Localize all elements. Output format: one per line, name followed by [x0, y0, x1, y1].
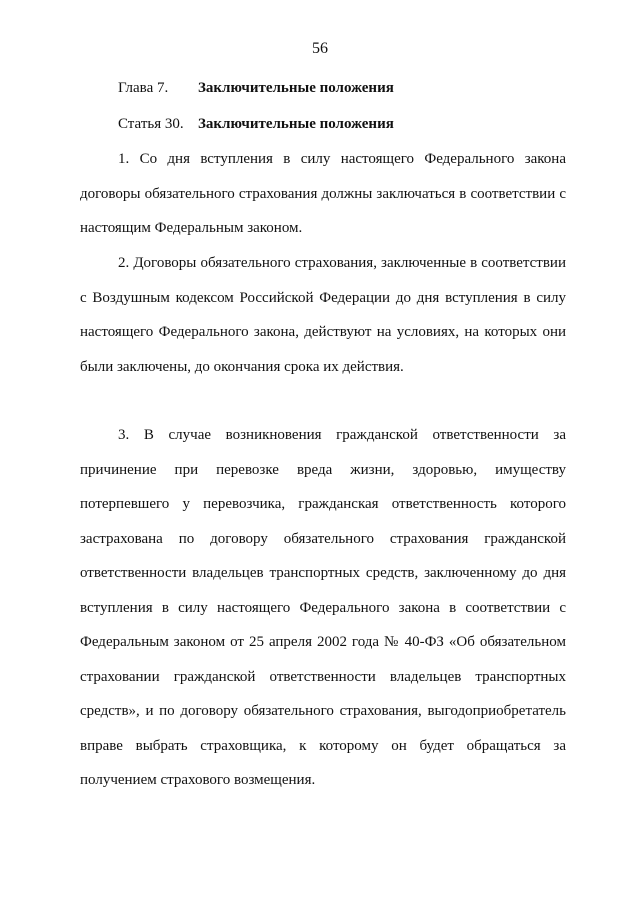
- paragraph-2: 2. Договоры обязательного страхования, заключенные в соответствии с Воздушным кодексом Российской Федерации до дня вступления в силу настоящего Федерального закона, действуют на условиях, на которых они были заключены, до окончания срока их действия.: [80, 255, 566, 375]
- chapter-label: Глава 7.: [118, 80, 169, 96]
- article-label: Статья 30.: [118, 116, 184, 132]
- chapter-heading: [118, 80, 394, 97]
- article-title: Заключительные положения: [198, 116, 394, 132]
- article-heading: [118, 116, 394, 133]
- paragraph-3: 3. В случае возникновения гражданской ответственности за причинение при перевозке вреда жизни, здоровью, имуществу потерпевшего у перевозчика, гражданская ответственность которого застрахована по договору обязательного страхования гражданской ответственности владельцев транспортных средств, заключенному до дня вступления в силу настоящего Федерального закона в соответствии с Федеральным законом от 25 апреля 2002 года № 40-ФЗ «Об обязательном страховании гражданской ответственности владельцев транспортных средств», и по договору обязательного страхования, выгодоприобретатель вправе выбрать страховщика, к которому он будет обращаться за получением страхового возмещения.: [80, 427, 566, 788]
- paragraph-1: 1. Со дня вступления в силу настоящего Федерального закона договоры обязательного страхования должны заключаться в соответствии с настоящим Федеральным законом.: [80, 151, 566, 236]
- chapter-title: Заключительные положения: [198, 80, 394, 96]
- page-number: 56: [312, 40, 328, 57]
